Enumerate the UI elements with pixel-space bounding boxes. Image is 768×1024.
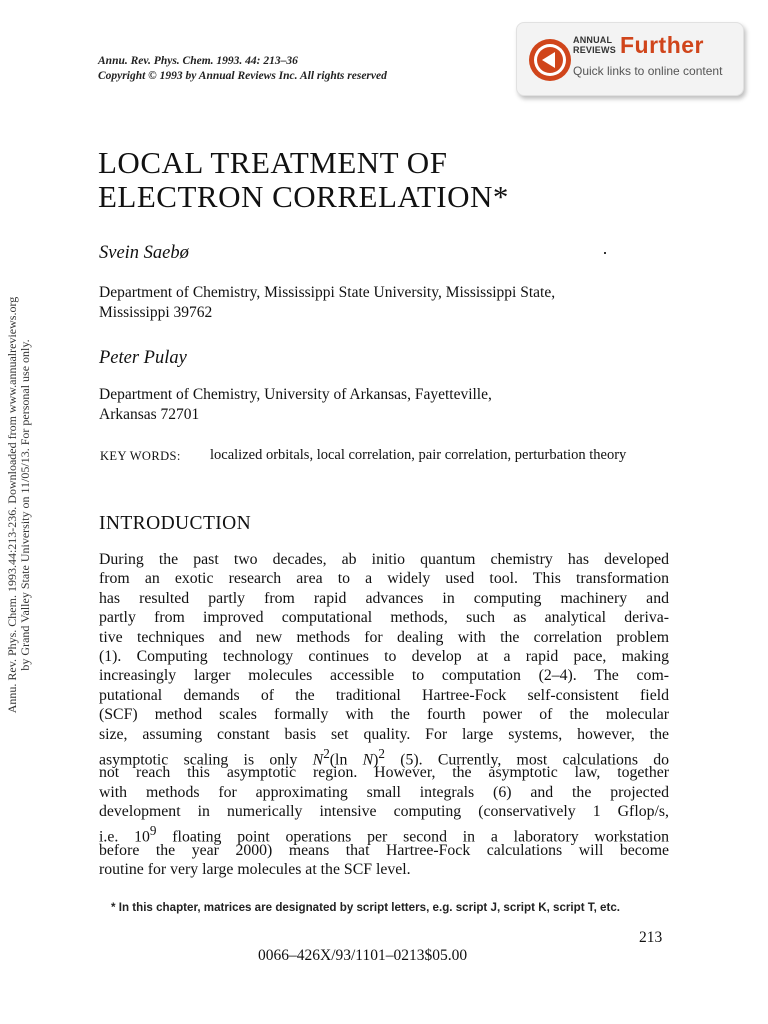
paragraph-line: increasingly larger molecules accessible to computation (2–4). The com- — [99, 667, 669, 685]
affiliation-line: Mississippi 39762 — [99, 304, 213, 321]
affiliation-line: Department of Chemistry, Mississippi State University, Mississippi State, — [99, 284, 556, 301]
paragraph-line: tive techniques and new methods for dealing with the correlation problem — [99, 628, 669, 646]
text-run: asymptotic scaling is only — [99, 751, 313, 769]
footnote: * In this chapter, matrices are designated by script letters, e.g. script J, script K, script T, etc. — [111, 901, 621, 914]
author-name: Svein Saebø — [99, 243, 189, 263]
paragraph-line-formula — [99, 744, 670, 769]
annual-label: ANNUAL — [573, 35, 613, 45]
text-run: floating point operations per second in a laboratory workstation — [156, 828, 669, 846]
further-label: Further — [620, 32, 704, 58]
superscript: 9 — [149, 823, 157, 839]
paragraph-line: from an exotic research area to a widely used tool. This transformation — [99, 570, 669, 588]
journal-citation — [98, 54, 387, 84]
math-variable: N — [362, 751, 374, 769]
annual-reviews-wordmark — [573, 35, 616, 55]
reviews-label: REVIEWS — [573, 45, 616, 55]
paragraph-line: with methods for approximating small integrals (6) and the projected — [99, 783, 669, 801]
key-words-label: KEY WORDS: — [100, 449, 181, 463]
superscript: 2 — [323, 745, 330, 761]
article-title — [98, 146, 509, 214]
math-variable: N — [312, 751, 324, 769]
paragraph-line-formula — [99, 821, 669, 846]
paragraph-line: partly from improved computational methods, such as analytical deriva- — [99, 609, 669, 627]
paragraph-line: (1). Computing technology continues to develop at a rapid pace, making — [99, 647, 669, 665]
section-heading: INTRODUCTION — [99, 513, 252, 534]
author-name: Peter Pulay — [99, 348, 187, 368]
page-number: 213 — [639, 929, 663, 946]
copyright-line: Copyright © 1993 by Annual Reviews Inc. All rights reserved — [98, 70, 387, 82]
scan-speck — [604, 252, 606, 254]
author-affiliation — [99, 283, 555, 323]
play-arrow-icon — [527, 37, 573, 83]
issn-code: 0066–426X/93/1101–0213$05.00 — [258, 947, 468, 964]
download-notice-line: Annu. Rev. Phys. Chem. 1993.44:213-236. Downloaded from www.annualreviews.org — [5, 296, 19, 714]
text-run: i.e. 10 — [99, 828, 150, 846]
paragraph-line: development in numerically intensive computing (conservatively 1 Gflop/s, — [99, 803, 669, 821]
further-badge-link[interactable] — [516, 22, 744, 96]
affiliation-line: Arkansas 72701 — [99, 406, 200, 423]
paragraph-line: not reach this asymptotic region. However, the asymptotic law, together — [99, 764, 669, 782]
author-affiliation — [99, 385, 492, 425]
text-run: (5). Currently, most calculations do — [384, 751, 670, 769]
intro-paragraph — [99, 550, 669, 880]
paragraph-line: During the past two decades, ab initio quantum chemistry has developed — [99, 551, 669, 568]
text-run: (ln — [329, 751, 363, 769]
key-words: localized orbitals, local correlation, pair correlation, perturbation theory — [210, 447, 627, 463]
further-tagline: Quick links to online content — [573, 64, 723, 78]
title-line: LOCAL TREATMENT OF — [98, 145, 448, 180]
affiliation-line: Department of Chemistry, University of Arkansas, Fayetteville, — [99, 386, 492, 403]
paragraph-line: putational demands of the traditional Hartree-Fock self-consistent field — [99, 686, 669, 704]
paragraph-line: routine for very large molecules at the SCF level. — [99, 861, 411, 879]
download-notice — [6, 265, 32, 745]
download-notice-line: by Grand Valley State University on 11/05/13. For personal use only. — [18, 339, 32, 671]
title-line: ELECTRON CORRELATION* — [98, 179, 509, 214]
paragraph-line: before the year 2000) means that Hartree-Fock calculations will become — [99, 841, 669, 859]
paragraph-line: has resulted partly from rapid advances in computing machinery and — [99, 589, 669, 607]
superscript: 2 — [378, 745, 385, 761]
paragraph-line: size, assuming constant basis set quality. For large systems, however, the — [99, 725, 669, 743]
paragraph-line: (SCF) method scales formally with the fourth power of the molecular — [99, 706, 669, 724]
text-run: ) — [373, 751, 379, 769]
citation-line: Annu. Rev. Phys. Chem. 1993. 44: 213–36 — [98, 55, 298, 67]
